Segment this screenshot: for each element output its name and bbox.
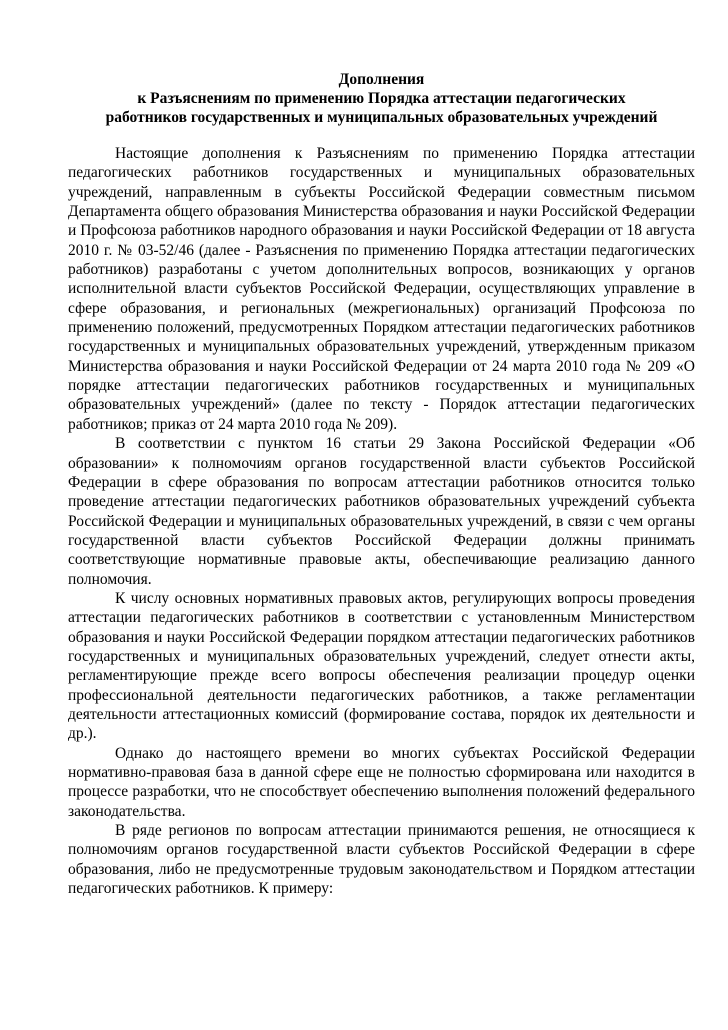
paragraph-current-state: Однако до настоящего времени во многих субъектах Российской Федерации нормативно-правовая база в данной сфере еще не полностью сформирована или находится в процессе разработки, что не способствует обеспечению выполнения положений федерального законодательства.: [68, 744, 695, 820]
title-line: работников государственных и муниципальных образовательных учреждений: [105, 109, 658, 126]
document-page: [68, 70, 695, 898]
title-line: к Разъяснениям по применению Порядка аттестации педагогических: [137, 90, 626, 107]
paragraph-normative-acts: К числу основных нормативных правовых актов, регулирующих вопросы проведения аттестации педагогических работников в соответствии с установленным Министерством образования и науки Российской Федерации порядком аттестации педагогических работников государственных и муниципальных образовательных учреждений, следует отнести акты, регламентирующие прежде всего вопросы обеспечения реализации процедур оценки профессиональной деятельности педагогических работников, а также регламентации деятельности аттестационных комиссий (формирование состава, порядок их деятельности и др.).: [68, 589, 695, 743]
paragraph-regional-decisions: В ряде регионов по вопросам аттестации принимаются решения, не относящиеся к полномочиям органов государственной власти субъектов Российской Федерации в сфере образования, либо не предусмотренные трудовым законодательством и Порядком аттестации педагогических работников. К примеру:: [68, 822, 695, 898]
title-spacer: [68, 127, 695, 144]
paragraph-intro: Настоящие дополнения к Разъяснениям по применению Порядка аттестации педагогических работников государственных и муниципальных образовательных учреждений, направленным в субъекты Российской Федерации совместным письмом Департамента общего образования Министерства образования и науки Российской Федерации и Профсоюза работников народного образования и науки Российской Федерации от 18 августа 2010 г. № 03-52/46 (далее - Разъяснения по применению Порядка аттестации педагогических работников) разработаны с учетом дополнительных вопросов, возникающих у органов исполнительной власти субъектов Российской Федерации, осуществляющих управление в сфере образования, и региональных (межрегиональных) организаций Профсоюза по применению положений, предусмотренных Порядком аттестации педагогических работников государственных и муниципальных образовательных учреждений, утвержденным приказом Министерства образования и науки Российской Федерации от 24 марта 2010 года № 209 «О порядке аттестации педагогических работников государственных и муниципальных образовательных учреждений» (далее по тексту - Порядок аттестации педагогических работников; приказ от 24 марта 2010 года № 209).: [68, 145, 695, 433]
document-title: [68, 70, 695, 127]
title-line: Дополнения: [338, 71, 425, 88]
paragraph-law-reference: В соответствии с пунктом 16 статьи 29 Закона Российской Федерации «Об образовании» к полномочиям органов государственной власти субъектов Российской Федерации в сфере образования по вопросам аттестации работников относится только проведение аттестации педагогических работников образовательных учреждений субъекта Российской Федерации и муниципальных образовательных учреждений, в связи с чем органы государственной власти субъектов Российской Федерации должны принимать соответствующие нормативные правовые акты, обеспечивающие реализацию данного полномочия.: [68, 435, 695, 588]
